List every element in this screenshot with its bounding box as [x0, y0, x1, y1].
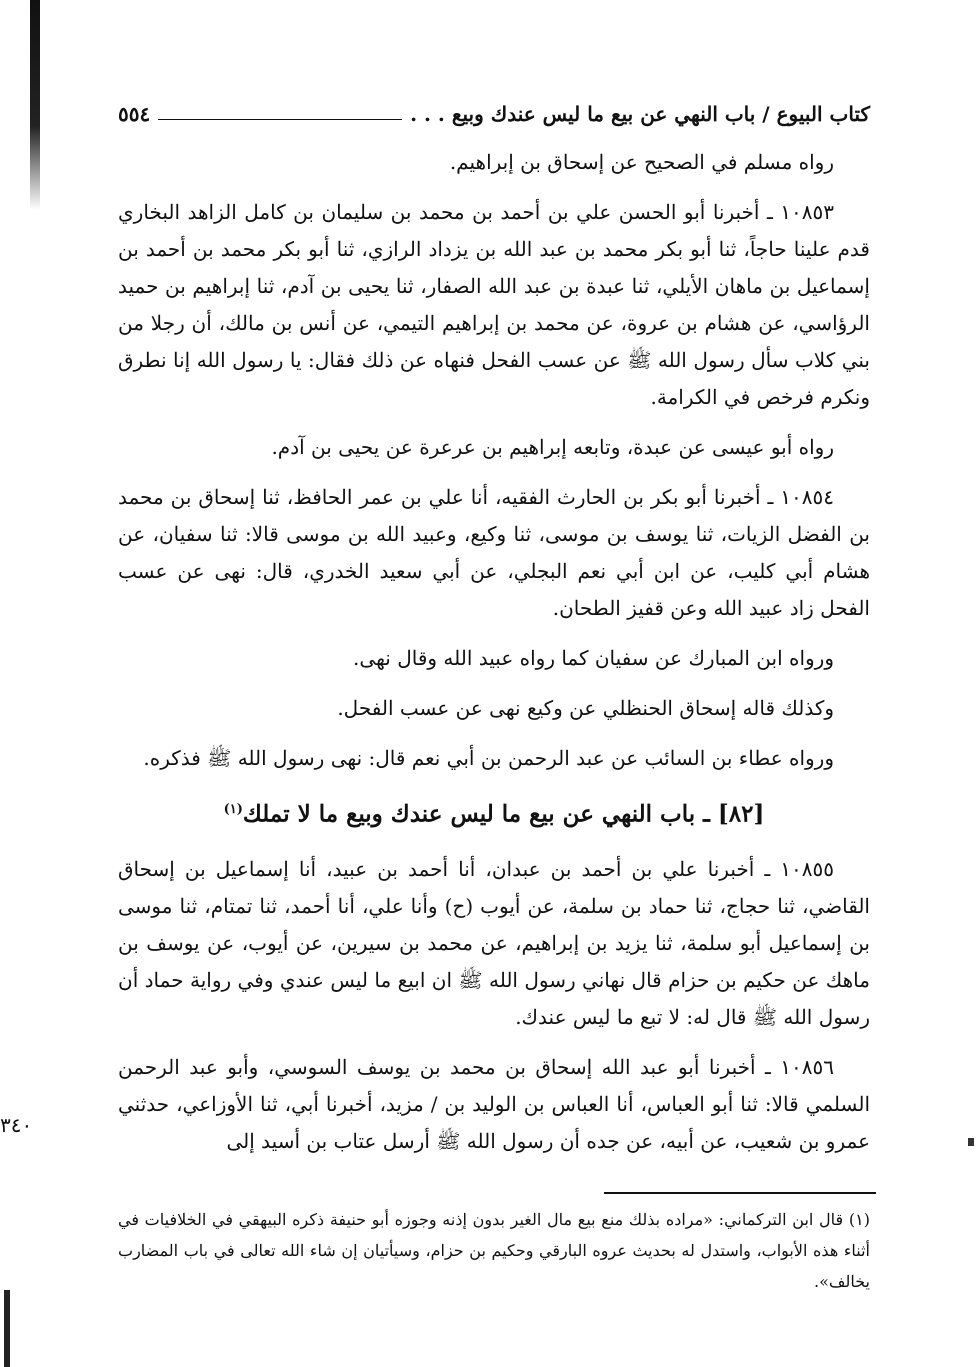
paragraph: ١٠٨٥٤ ـ أخبرنا أبو بكر بن الحارث الفقيه، أنا علي بن عمر الحافظ، ثنا إسحاق بن محمد بن الفضل الزيات، ثنا يوسف بن موسى، ثنا وكيع، وعبيد الله بن موسى قالا: ثنا سفيان، عن هشام أبي كليب، عن ابن أبي نعم البجلي، عن أبي سعيد الخدري، قال: نهى عن عسب الفحل زاد عبيد الله وعن قفيز الطحان. — [118, 485, 871, 620]
footnote — [118, 1204, 870, 1297]
margin-page-number: ٣٤٠ — [0, 1113, 33, 1137]
scan-edge-shadow — [30, 0, 40, 210]
paragraph: رواه أبو عيسى عن عبدة، وتابعه إبراهيم بن عرعرة عن يحيى بن آدم. — [271, 435, 834, 459]
page-header — [118, 98, 870, 126]
section-title: [٨٢] ـ باب النهي عن بيع ما ليس عندك وبيع ما لا تملك — [242, 800, 765, 828]
paragraph: ١٠٨٥٦ ـ أخبرنا أبو عبد الله إسحاق بن محمد بن يوسف السوسي، وأبو عبد الرحمن السلمي قالا: ثنا أبو العباس، أنا العباس بن الوليد بن / مزيد، أخبرنا أبي، ثنا الأوزاعي، حدثني عمرو بن شعيب، عن أبيه، عن جده أن رسول الله ﷺ أرسل عتاب بن أسيد إلى — [118, 1054, 870, 1153]
section-heading — [118, 790, 870, 835]
scan-edge-bottom — [4, 1290, 10, 1367]
page-number: ٥٥٤ — [118, 102, 151, 126]
footnote-text: (١) قال ابن التركماني: «مراده بذلك منع بيع مال الغير بدون إذنه وجوزه أبو حنيفة ذكره البيهقي في الخلافيات في أثناء هذه الأبواب، واستدل له بحديث عروه البارقي وحكيم بن حزام، وسيأتيان إن شاء الله تعالى في باب المضارب يخالف». — [118, 1210, 870, 1291]
paragraph: ورواه عطاء بن السائب عن عبد الرحمن بن أبي نعم قال: نهى رسول الله ﷺ فذكره. — [143, 746, 834, 770]
paragraph: رواه مسلم في الصحيح عن إسحاق بن إبراهيم. — [449, 150, 834, 174]
footnote-marker: (١) — [223, 802, 243, 817]
running-title: كتاب البيوع / باب النهي عن بيع ما ليس عندك وبيع . . . — [410, 102, 870, 126]
book-page — [118, 98, 870, 1173]
paragraph: وكذلك قاله إسحاق الحنظلي عن وكيع نهى عن عسب الفحل. — [337, 696, 834, 720]
paragraph: ١٠٨٥٥ ـ أخبرنا علي بن أحمد بن عبدان، أنا أحمد بن عبيد، أنا إسماعيل بن إسحاق القاضي، ثنا حجاج، ثنا حماد بن سلمة، عن أيوب (ح) وأنا علي، أنا أحمد، ثنا تمتام، ثنا موسى بن إسماعيل أبو سلمة، ثنا يزيد بن إبراهيم، عن محمد بن سيرين، عن أيوب، عن يوسف بن ماهك عن حكيم بن حزام قال نهاني رسول الله ﷺ ان ابيع ما ليس عندي وفي رواية حماد أن رسول الله ﷺ قال له: لا تبع ما ليس عندك. — [118, 856, 870, 1029]
paragraph: ١٠٨٥٣ ـ أخبرنا أبو الحسن علي بن أحمد بن محمد بن سليمان بن كامل الزاهد البخاري قدم علينا حاجاً، ثنا أبو بكر محمد بن عبد الله بن يزداد الرازي، ثنا أبو بكر محمد بن أحمد بن إسماعيل بن ماهان الأيلي، ثنا عبدة بن عبد الله الصفار، ثنا يحيى بن آدم، ثنا إبراهيم بن حميد الرؤاسي، عن هشام بن عروة، عن محمد بن إبراهيم التيمي، عن أنس بن مالك، أن رجلا من بني كلاب سأل رسول الله ﷺ عن عسب الفحل فنهاه عن ذلك فقال: يا رسول الله إنا نطرق ونكرم فرخص في الكرامة. — [118, 200, 870, 409]
header-rule — [158, 119, 402, 120]
page-body — [118, 144, 870, 1160]
scan-mark — [968, 1138, 974, 1146]
paragraph: ورواه ابن المبارك عن سفيان كما رواه عبيد الله وقال نهى. — [353, 646, 834, 670]
footnote-rule — [604, 1192, 876, 1194]
